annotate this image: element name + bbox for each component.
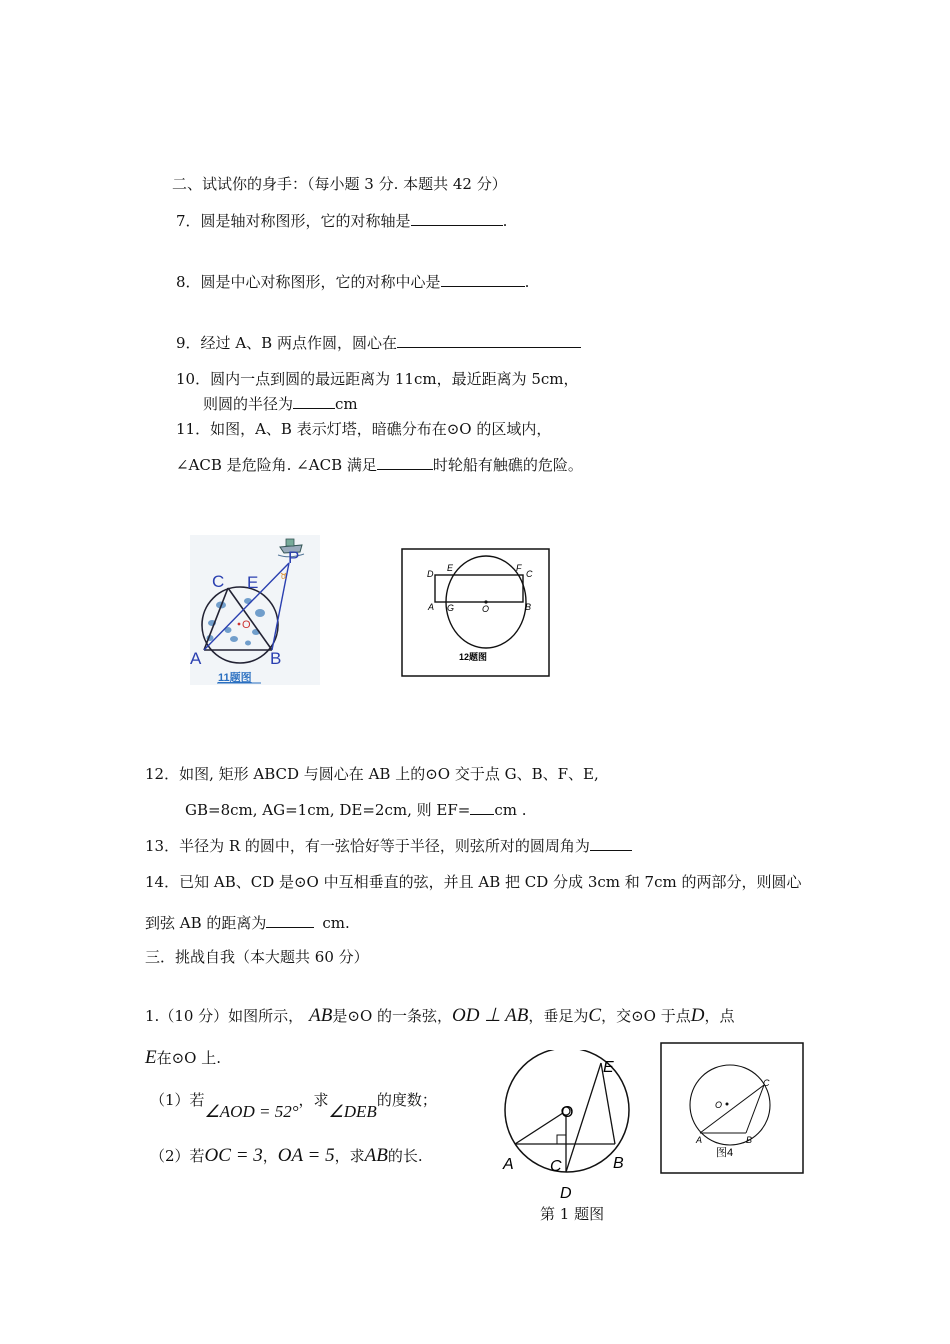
q10-number: 10．	[176, 370, 211, 388]
question-12-line2	[185, 800, 526, 820]
p1-sub2-ab: AB	[364, 1145, 388, 1166]
figure-problem-1	[495, 1050, 640, 1205]
q7-answer-blank[interactable]	[411, 211, 503, 226]
fig11-label-O: O	[242, 619, 251, 631]
question-7	[176, 211, 507, 231]
q12-number: 12．	[145, 765, 180, 783]
q9-number: 9．	[176, 334, 201, 352]
fig12-label-B: B	[525, 602, 532, 612]
q13-text: 半径为 R 的圆中，有一弦恰好等于半径，则弦所对的圆周角为	[179, 837, 590, 855]
p1-sub2-sep: ，	[262, 1147, 278, 1165]
q14-line2-post: cm.	[322, 914, 350, 932]
fig12-label-E: E	[447, 563, 454, 573]
q12-line1: 如图, 矩形 ABCD 与圆心在 AB 上的⊙O 交于点 G、B、F、E,	[179, 765, 599, 783]
p1-sub2-mid: ，求	[334, 1147, 365, 1165]
fig4-label-O: O	[715, 1100, 723, 1110]
q11-answer-blank[interactable]	[377, 455, 433, 470]
fig12-label-C: C	[526, 569, 533, 579]
q8-text: 圆是中心对称图形，它的对称中心是	[200, 273, 441, 291]
q10-answer-blank[interactable]	[293, 394, 335, 409]
problem-1-line2	[145, 1048, 221, 1068]
q14-line2-pre: 到弦 AB 的距离为	[145, 914, 267, 932]
p1-t5: 在⊙O 上.	[156, 1049, 222, 1067]
question-8	[176, 272, 529, 292]
fig12-label-O: O	[482, 604, 490, 614]
fig11-background	[190, 535, 320, 685]
problem-1-sub2	[150, 1146, 423, 1166]
q7-number: 7．	[176, 212, 201, 230]
figure-4	[660, 1042, 804, 1174]
fig12-label-D: D	[427, 569, 434, 579]
p1-sub2-pre: （2）若	[150, 1147, 205, 1165]
question-9	[176, 333, 581, 353]
fig11-label-P: P	[288, 548, 300, 567]
q8-end: .	[524, 273, 530, 291]
question-11-line2	[176, 455, 583, 475]
p1-sub2-oa: OA = 5	[277, 1145, 335, 1166]
fig1-label-C: C	[550, 1158, 562, 1175]
figure-12	[401, 548, 550, 678]
p1-sub2-oc: OC = 3	[204, 1145, 263, 1166]
fig11-caption: 11题图	[218, 672, 252, 684]
fig1-label-B: B	[613, 1155, 624, 1172]
fig12-label-G: G	[447, 603, 455, 613]
question-14-line1	[145, 872, 801, 892]
p1-sub2-post: 的长.	[387, 1147, 423, 1165]
question-10-line2	[203, 394, 358, 414]
fig4-label-C: C	[763, 1078, 770, 1088]
fig1-label-D: D	[560, 1185, 572, 1202]
question-12-line1	[145, 764, 599, 784]
p1-number: 1.	[145, 1007, 160, 1025]
q11-line1: 如图，A、B 表示灯塔，暗礁分布在⊙O 的区域内，	[210, 420, 552, 438]
q9-text: 经过 A、B 两点作圆，圆心在	[200, 334, 397, 352]
fig1-caption: 第 1 题图	[540, 1205, 605, 1223]
p1-AB: AB	[309, 1005, 333, 1026]
section3-heading: 三．挑战自我（本大题共 60 分）	[145, 948, 369, 966]
fig12-label-F: F	[516, 563, 522, 573]
q14-number: 14．	[145, 873, 180, 891]
fig11-label-C: C	[212, 572, 225, 591]
p1-sub1-mid: ，求	[298, 1091, 329, 1109]
problem-1-line1	[145, 1006, 735, 1026]
fig12-caption: 12题图	[459, 652, 488, 662]
fig11-label-E: E	[247, 573, 259, 592]
q7-text: 圆是轴对称图形，它的对称轴是	[200, 212, 411, 230]
q11-line2-post: 时轮船有触礁的危险。	[432, 456, 583, 474]
q13-answer-blank[interactable]	[590, 836, 632, 851]
question-10-line1	[176, 369, 579, 389]
p1-t1: 是⊙O 的一条弦，	[332, 1007, 453, 1025]
fig11-label-A: A	[190, 649, 202, 668]
q12-line2-pre: GB=8cm, AG=1cm, DE=2cm, 则 EF=	[185, 801, 471, 819]
question-14-line2	[145, 913, 350, 933]
q7-end: .	[502, 212, 508, 230]
q14-answer-blank[interactable]	[266, 913, 314, 928]
q10-unit: cm	[335, 395, 358, 413]
fig1-right-angle	[557, 1135, 566, 1144]
p1-sub1-angle: ∠AOD = 52°	[204, 1102, 299, 1121]
p1-sub1-pre: （1）若	[150, 1091, 205, 1109]
fig4-label-B: B	[746, 1135, 753, 1145]
q8-number: 8．	[176, 273, 201, 291]
fig4-caption: 图4	[716, 1147, 734, 1159]
q12-answer-blank[interactable]	[470, 800, 494, 815]
p1-D: D	[690, 1005, 705, 1026]
p1-score: （10 分）如图所示，	[159, 1007, 304, 1025]
q14-line1: 已知 AB、CD 是⊙O 中互相垂直的弦，并且 AB 把 CD 分成 3cm 和 7cm 的两部分，则圆心	[179, 873, 802, 891]
problem-1-sub1	[150, 1090, 437, 1121]
p1-t2: ，垂足为	[528, 1007, 589, 1025]
q10-line1: 圆内一点到圆的最远距离为 11cm，最近距离为 5cm，	[210, 370, 579, 388]
fig1-label-E: E	[603, 1059, 614, 1076]
p1-t4: ，点	[704, 1007, 735, 1025]
fig1-label-O: O	[561, 1104, 574, 1121]
q8-answer-blank[interactable]	[441, 272, 525, 287]
question-11-line1	[176, 419, 551, 439]
q12-line2-post: cm .	[494, 801, 527, 819]
q11-number: 11．	[176, 420, 211, 438]
q11-line2-pre: ∠ACB 是危险角. ∠ACB 满足	[176, 456, 377, 474]
p1-t3: ，交⊙O 于点	[601, 1007, 691, 1025]
p1-sub1-post: 的度数；	[376, 1091, 437, 1109]
p1-E: E	[145, 1047, 157, 1068]
fig1-label-A: A	[503, 1156, 514, 1173]
q9-answer-blank[interactable]	[397, 333, 581, 348]
question-13	[145, 836, 632, 856]
q10-line2-pre: 则圆的半径为	[203, 395, 294, 413]
q13-number: 13．	[145, 837, 180, 855]
figure-11	[190, 535, 320, 685]
fig12-label-A: A	[428, 602, 435, 612]
section2-heading: 二、试试你的身手：（每小题 3 分. 本题共 42 分）	[172, 175, 507, 193]
fig11-label-alpha: α	[281, 571, 287, 581]
p1-C: C	[588, 1005, 602, 1026]
fig4-label-A: A	[696, 1135, 703, 1145]
p1-perp: OD ⊥ AB	[452, 1005, 529, 1026]
p1-sub1-angle2: ∠DEB	[328, 1102, 377, 1121]
fig11-label-B: B	[270, 649, 282, 668]
